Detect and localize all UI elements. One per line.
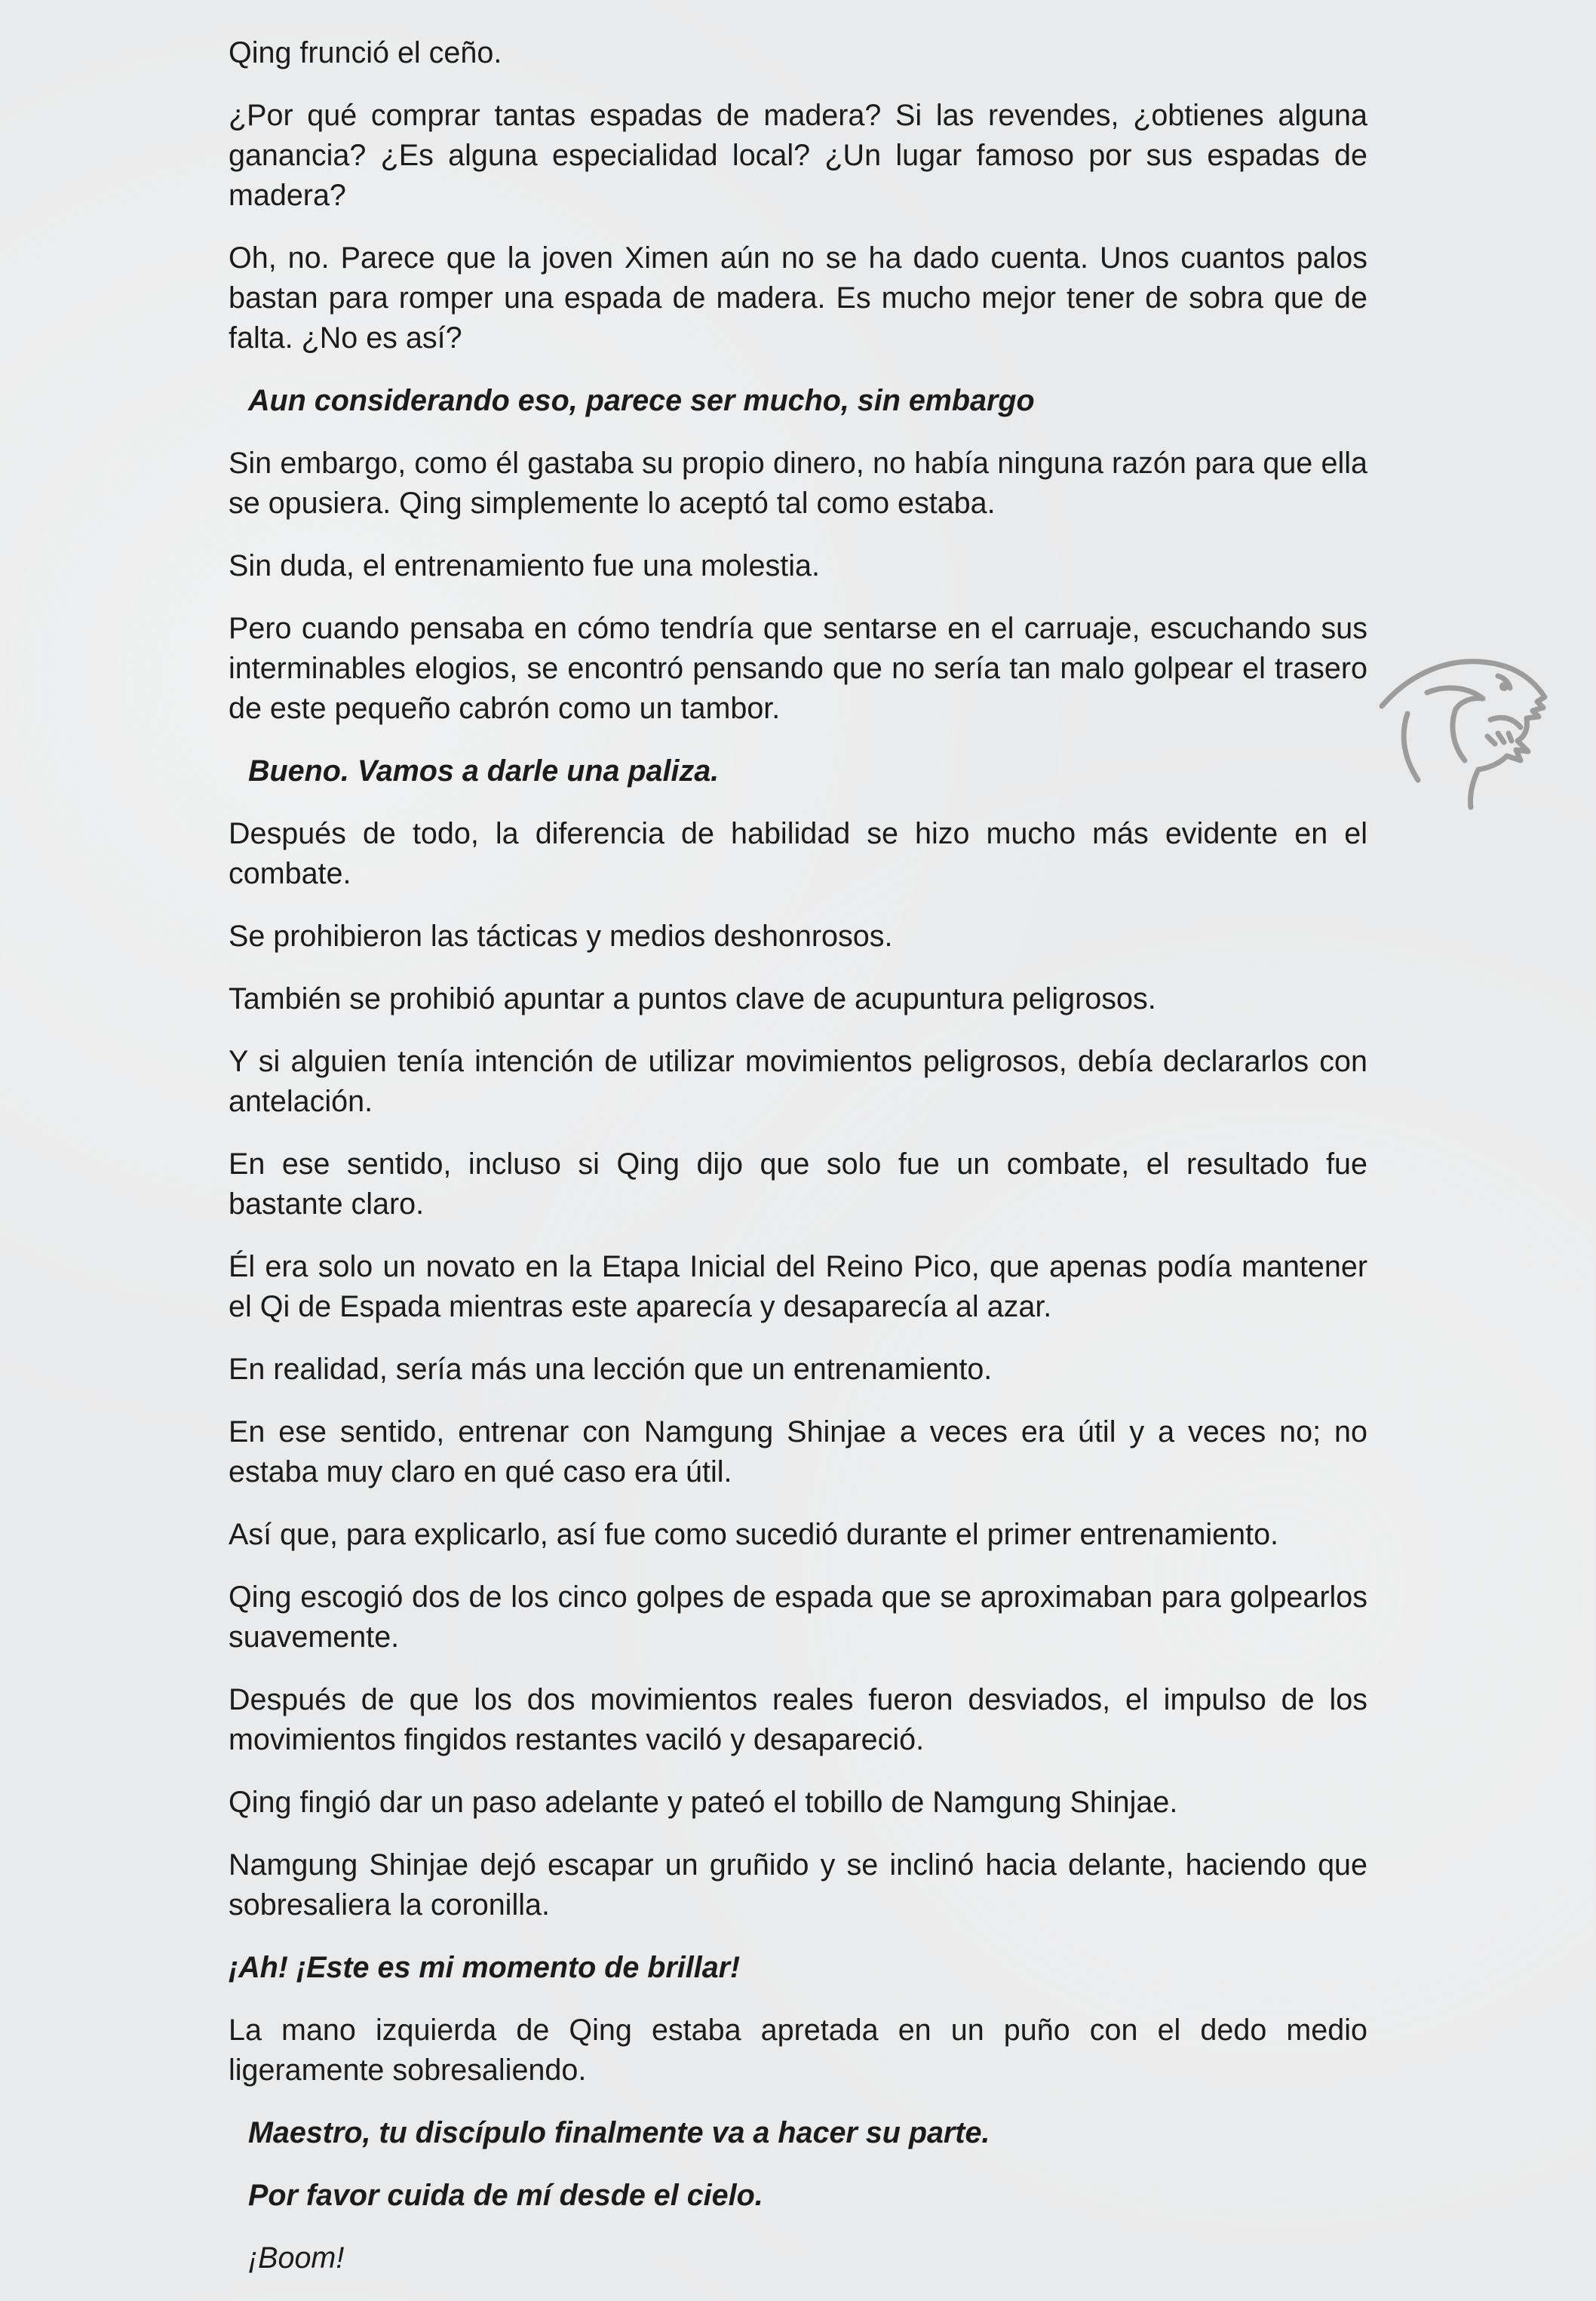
paragraph: También se prohibió apuntar a puntos clave de acupuntura peligrosos. [229, 982, 1156, 1015]
paragraph: En ese sentido, incluso si Qing dijo que solo fue un combate, el resultado fue bastante claro. [229, 1147, 1367, 1221]
paragraph: Qing frunció el ceño. [229, 36, 502, 69]
paragraph: Namgung Shinjae dejó escapar un gruñido y se inclinó hacia delante, haciendo que sobresaliera la coronilla. [229, 1848, 1367, 1922]
thought-line: Maestro, tu discípulo finalmente va a hacer su parte. [248, 2116, 990, 2149]
paragraph: Él era solo un novato en la Etapa Inicial del Reino Pico, que apenas podía mantener el Qi de Espada mientras este aparecía y desaparecía al azar. [229, 1250, 1367, 1323]
paragraph: Qing escogió dos de los cinco golpes de espada que se aproximaban para golpearlos suavemente. [229, 1581, 1367, 1654]
paragraph: En realidad, sería más una lección que un entrenamiento. [229, 1353, 993, 1386]
paragraph: Y si alguien tenía intención de utilizar movimientos peligrosos, debía declararlos con antelación. [229, 1045, 1367, 1118]
paragraph: Pero cuando pensaba en cómo tendría que sentarse en el carruaje, escuchando sus interminables elogios, se encontró pensando que no sería tan malo golpear el trasero de este pequeño cabrón como un tambor. [229, 612, 1367, 725]
paragraph: Oh, no. Parece que la joven Ximen aún no se ha dado cuenta. Unos cuantos palos bastan para romper una espada de madera. Es mucho mejor tener de sobra que de falta. ¿No es así? [229, 241, 1367, 355]
paragraph: En ese sentido, entrenar con Namgung Shinjae a veces era útil y a veces no; no estaba muy claro en qué caso era útil. [229, 1415, 1367, 1488]
sound-effect: ¡Boom! [248, 2241, 345, 2275]
paragraph: Se prohibieron las tácticas y medios deshonrosos. [229, 920, 893, 953]
thought-line: Bueno. Vamos a darle una paliza. [248, 754, 720, 788]
paragraph: La mano izquierda de Qing estaba apretada en un puño con el dedo medio ligeramente sobresaliendo. [229, 2014, 1367, 2087]
paragraph: Sin embargo, como él gastaba su propio dinero, no había ninguna razón para que ella se opusiera. Qing simplemente lo aceptó tal como estaba. [229, 447, 1367, 520]
paragraph: Después de que los dos movimientos reales fueron desviados, el impulso de los movimientos fingidos restantes vaciló y desapareció. [229, 1683, 1367, 1756]
document-body [229, 33, 1367, 2301]
paragraph: Qing fingió dar un paso adelante y pateó el tobillo de Namgung Shinjae. [229, 1786, 1178, 1819]
thought-line: Por favor cuida de mí desde el cielo. [248, 2179, 763, 2212]
dinosaur-head-icon [1377, 623, 1551, 812]
paragraph: Así que, para explicarlo, así fue como sucedió durante el primer entrenamiento. [229, 1518, 1279, 1551]
paragraph: Después de todo, la diferencia de habilidad se hizo mucho más evidente en el combate. [229, 817, 1367, 890]
thought-line: ¡Ah! ¡Este es mi momento de brillar! [229, 1951, 741, 1984]
paragraph: Sin duda, el entrenamiento fue una molestia. [229, 549, 820, 582]
paragraph: ¿Por qué comprar tantas espadas de madera? Si las revendes, ¿obtienes alguna ganancia? ¿Es alguna especialidad local? ¿Un lugar famoso por sus espadas de madera? [229, 99, 1367, 212]
thought-line: Aun considerando eso, parece ser mucho, sin embargo [248, 384, 1035, 417]
